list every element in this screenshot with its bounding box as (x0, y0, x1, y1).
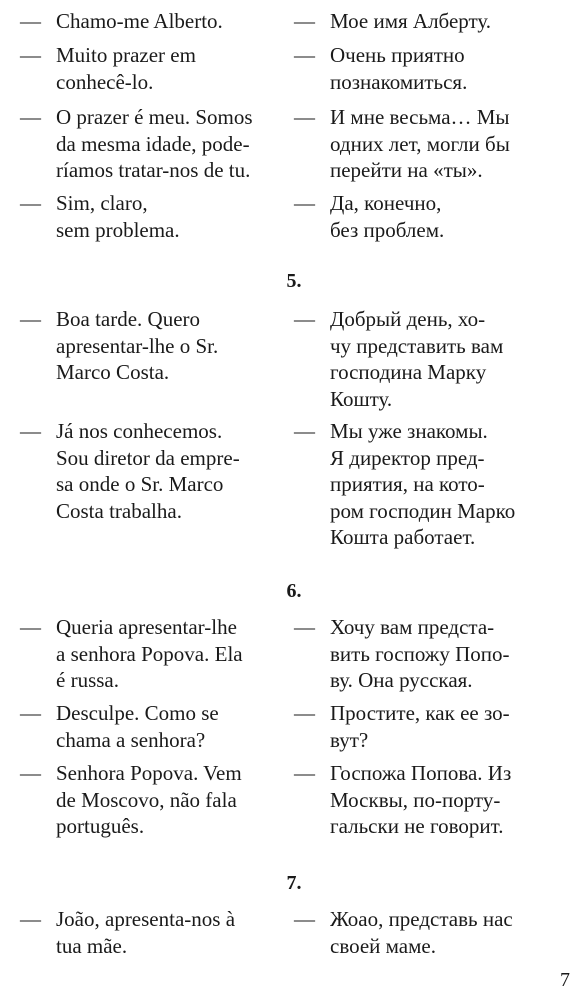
dash: — (20, 9, 41, 33)
dash: — (20, 615, 41, 639)
russian-text: Очень приятно познакомиться. (330, 43, 468, 94)
dash: — (294, 701, 315, 725)
portuguese-text: O prazer é meu. Somos da mesma idade, pode- ríamos tratar-nos de tu. (56, 105, 253, 182)
russian-text: Мое имя Алберту. (330, 9, 492, 33)
dash: — (20, 701, 41, 725)
portuguese-text: Queria apresentar-lhe a senhora Popova. Ela é russa. (56, 615, 243, 692)
portuguese-text: João, apresenta-nos à tua mãe. (56, 907, 236, 958)
portuguese-text: Boa tarde. Quero apresentar-lhe o Sr. Marco Costa. (56, 307, 219, 384)
portuguese-text: Senhora Popova. Vem de Moscovo, não fala português. (56, 761, 242, 838)
dash: — (20, 907, 41, 931)
dash: — (20, 43, 41, 67)
dash: — (20, 105, 41, 129)
dash: — (294, 907, 315, 931)
portuguese-text: Chamo-me Alberto. (56, 9, 223, 33)
dash: — (294, 761, 315, 785)
dash: — (294, 419, 315, 443)
dash: — (294, 191, 315, 215)
dash: — (20, 191, 41, 215)
dash: — (20, 307, 41, 331)
page-number: 7 (560, 969, 570, 991)
dash: — (294, 105, 315, 129)
dash: — (294, 615, 315, 639)
russian-text: Хочу вам предста- вить госпожу Попо- ву. Она русская. (330, 615, 510, 692)
section-heading: 5. (286, 270, 302, 292)
portuguese-text: Muito prazer em conhecê-lo. (56, 43, 196, 94)
section-heading: 7. (286, 872, 302, 894)
russian-text: Простите, как ее зо- вут? (330, 701, 510, 752)
dash: — (294, 43, 315, 67)
portuguese-text: Desculpe. Como se chama a senhora? (56, 701, 219, 752)
dash: — (20, 419, 41, 443)
russian-text: Мы уже знакомы. Я директор пред- приятия, на кото- ром господин Марко Кошта работает. (330, 419, 516, 549)
portuguese-text: Sim, claro, sem problema. (56, 191, 180, 242)
russian-text: Добрый день, хо- чу представить вам господина Марку Кошту. (330, 307, 504, 411)
russian-text: И мне весьма… Мы одних лет, могли бы перейти на «ты». (330, 105, 510, 182)
russian-text: Да, конечно, без проблем. (330, 191, 445, 242)
russian-text: Госпожа Попова. Из Москвы, по-порту- гальски не говорит. (330, 761, 512, 838)
russian-text: Жоао, представь нас своей маме. (330, 907, 513, 958)
dash: — (294, 307, 315, 331)
dash: — (294, 9, 315, 33)
portuguese-text: Já nos conhecemos. Sou diretor da empre- sa onde o Sr. Marco Costa trabalha. (56, 419, 240, 523)
section-heading: 6. (286, 580, 302, 602)
dash: — (20, 761, 41, 785)
